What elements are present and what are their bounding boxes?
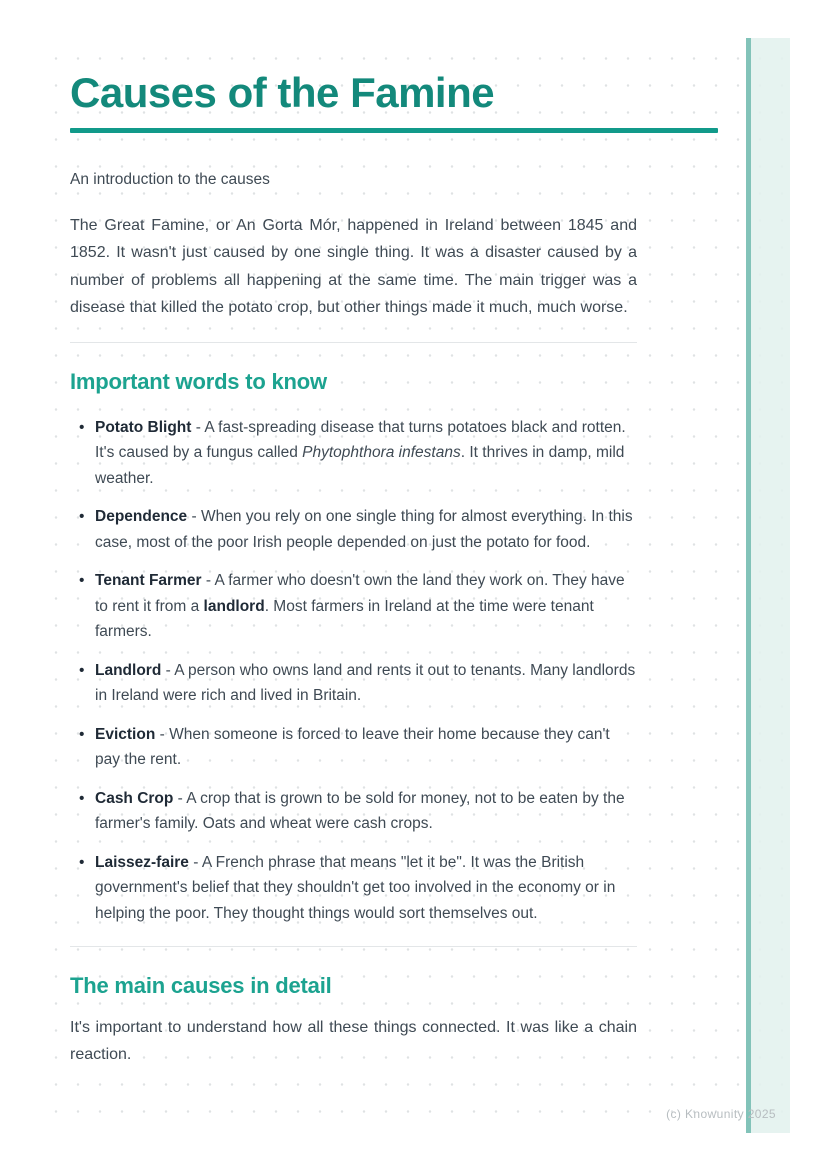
- vocabulary-term: Eviction: [95, 725, 156, 743]
- vocabulary-term: landlord: [203, 597, 265, 615]
- page-title: Causes of the Famine: [70, 69, 495, 116]
- accent-stripe: [746, 38, 790, 1133]
- vocabulary-term: Dependence: [95, 508, 188, 526]
- footer-credit: (c) Knowunity 2025: [666, 1107, 776, 1121]
- vocabulary-definition-text: - A fast-spreading disease that turns potatoes black and rotten. It's caused by a fungus called: [95, 418, 626, 462]
- vocabulary-list: [70, 415, 637, 927]
- document-page: [40, 38, 790, 1133]
- main-causes-paragraph: It's important to understand how all these things connected. It was like a chain reaction.: [70, 1018, 637, 1064]
- vocabulary-definition-text: - A farmer who doesn't own the land they work on. They have to rent it from a: [95, 572, 625, 615]
- vocabulary-term: Cash Crop: [95, 789, 174, 807]
- vocabulary-definition-text: - A French phrase that means "let it be". It was the British government's belief that they shouldn't get too involved in the economy or in helping the poor. They thought things would sort themselves out.: [95, 853, 616, 922]
- vocabulary-definition-text: . Most farmers in Ireland at the time were tenant farmers.: [95, 597, 594, 641]
- section-divider-1: [70, 342, 637, 343]
- vocabulary-item: [70, 850, 637, 927]
- page-content: [70, 38, 718, 1069]
- vocabulary-item: [70, 568, 637, 645]
- vocabulary-term: Tenant Farmer: [95, 572, 202, 590]
- vocabulary-definition-text: . It thrives in damp, mild weather.: [95, 444, 625, 487]
- vocabulary-item: [70, 504, 637, 555]
- vocabulary-definition-text: - When you rely on one single thing for almost everything. In this case, most of the poor Irish people depended on just the potato for food.: [95, 508, 633, 551]
- section-divider-2: [70, 946, 637, 947]
- subtitle: An introduction to the causes: [70, 170, 270, 188]
- vocabulary-item: [70, 415, 637, 492]
- title-underline-rule: [70, 128, 718, 133]
- vocabulary-item: [70, 658, 637, 709]
- vocabulary-definition-text: - A crop that is grown to be sold for money, not to be eaten by the farmer's family. Oats and wheat were cash crops.: [95, 789, 625, 833]
- vocabulary-term: Laissez-faire: [95, 853, 189, 871]
- vocabulary-definition-text: - A person who owns land and rents it out to tenants. Many landlords in Ireland were rich and lived in Britain.: [95, 661, 636, 705]
- intro-paragraph: The Great Famine, or An Gorta Mór, happened in Ireland between 1845 and 1852. It wasn't just caused by one single thing. It was a disaster caused by a number of problems all happening at the same time. The main trigger was a disease that killed the potato crop, but other things made it much, much worse.: [70, 216, 637, 317]
- vocabulary-term: Landlord: [95, 661, 162, 679]
- vocabulary-item: [70, 786, 637, 837]
- vocabulary-definition-text: Phytophthora infestans: [302, 444, 461, 462]
- vocabulary-definition-text: - When someone is forced to leave their home because they can't pay the rent.: [95, 725, 610, 769]
- section-heading-vocabulary: Important words to know: [70, 368, 327, 394]
- section-heading-main-causes: The main causes in detail: [70, 973, 332, 999]
- vocabulary-item: [70, 722, 637, 773]
- vocabulary-term: Potato Blight: [95, 418, 192, 436]
